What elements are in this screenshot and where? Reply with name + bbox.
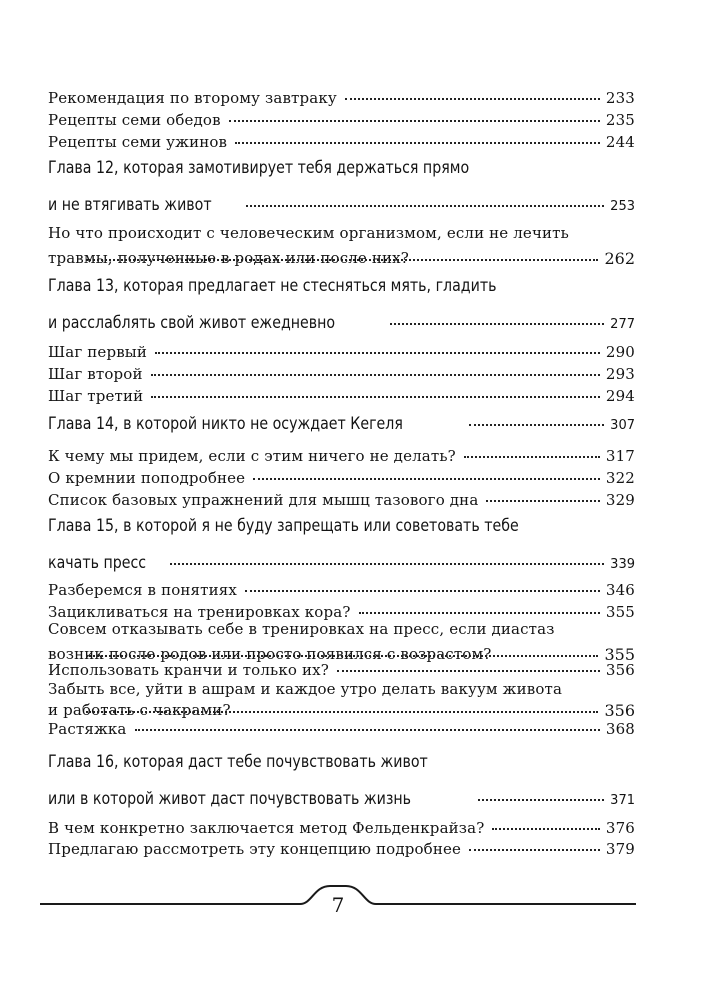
- toc-entry: [48, 443, 635, 465]
- chapter-page: 339: [610, 557, 635, 572]
- chapter-page: 277: [610, 317, 635, 332]
- toc-entry: [48, 815, 635, 837]
- toc-entry-title: Разберемся в понятиях: [48, 581, 237, 599]
- toc-entry-page: 235: [605, 111, 635, 129]
- dot-leader: [229, 120, 600, 122]
- toc-entry-page: 290: [605, 343, 635, 361]
- toc-entry-title-line: возник после родов или просто появился с возрастом?: [48, 645, 492, 663]
- chapter-page: 371: [610, 793, 635, 808]
- toc-entry: [48, 465, 635, 487]
- chapter-heading: [48, 752, 635, 808]
- chapter-title-line: или в которой живот даст почувствовать жизнь: [48, 789, 412, 808]
- toc-entry-page: 355: [604, 645, 635, 664]
- toc-entry: [48, 680, 635, 720]
- chapter-title: Глава 14, в которой никто не осуждает Кегеля: [48, 414, 403, 433]
- toc-entry-title-line: Забыть все, уйти в ашрам и каждое утро делать вакуум живота: [48, 680, 563, 698]
- dot-leader: [135, 729, 600, 731]
- toc-entry-title: Рецепты семи обедов: [48, 111, 221, 129]
- dot-leader: [151, 396, 600, 398]
- dot-leader: [155, 352, 600, 354]
- chapter-heading: [48, 158, 635, 214]
- toc-entry-title-line: Совсем отказывать себе в тренировках на пресс, если диастаз: [48, 620, 555, 638]
- toc-entry-title-line: травмы, полученные в родах или после них?: [48, 249, 409, 267]
- toc-entry-title: К чему мы придем, если с этим ничего не делать?: [48, 447, 456, 465]
- chapter-title-line: и расслаблять свой живот ежедневно: [48, 313, 336, 332]
- toc-entry-page: 355: [605, 603, 635, 621]
- dot-leader: [492, 828, 599, 830]
- toc-entry-title: Шаг второй: [48, 365, 143, 383]
- toc-entry-page: 379: [605, 840, 635, 858]
- toc-entry-title-line: и работать с чакрами?: [48, 701, 231, 719]
- chapter-title-line: Глава 15, в которой я не буду запрещать или советовать тебе: [48, 516, 519, 535]
- dot-leader: [246, 205, 604, 207]
- toc-entry-page: 262: [604, 249, 635, 268]
- toc-entry-page: 356: [604, 701, 635, 720]
- toc-entry: [48, 657, 635, 679]
- toc-entry-page: 356: [605, 661, 635, 679]
- dot-leader: [359, 612, 600, 614]
- toc-entry-page: 346: [605, 581, 635, 599]
- toc-entry-page: 376: [605, 819, 635, 837]
- toc-entry-title: Растяжка: [48, 720, 127, 738]
- toc-entry-title: Зацикливаться на тренировках кора?: [48, 603, 351, 621]
- dot-leader: [253, 478, 600, 480]
- toc-entry-title-line: Но что происходит с человеческим организмом, если не лечить: [48, 224, 569, 242]
- toc-entry-page: 294: [605, 387, 635, 405]
- toc-entry-title: Рекомендация по второму завтраку: [48, 89, 337, 107]
- toc-entry: [48, 577, 635, 599]
- toc-entry-title: Шаг третий: [48, 387, 144, 405]
- toc-entry-page: 329: [605, 491, 635, 509]
- toc-entry-page: 244: [605, 133, 635, 151]
- page-number: 7: [331, 893, 345, 917]
- toc-entry: [48, 383, 635, 405]
- toc-entry: [48, 107, 635, 129]
- toc-entry-title: В чем конкретно заключается метод Фельденкрайза?: [48, 819, 485, 837]
- dot-leader: [345, 98, 600, 100]
- toc-entry: [48, 224, 635, 268]
- dot-leader: [86, 711, 598, 713]
- dot-leader: [170, 563, 604, 565]
- toc-entry: [48, 129, 635, 151]
- chapter-title-line: и не втягивать живот: [48, 195, 212, 214]
- dot-leader: [469, 849, 600, 851]
- dot-leader: [464, 456, 600, 458]
- toc-entry: [48, 339, 635, 361]
- dot-leader: [151, 374, 600, 376]
- toc-entry-title: Использовать кранчи и только их?: [48, 661, 329, 679]
- dot-leader: [390, 323, 604, 325]
- chapter-heading: [48, 403, 635, 433]
- page-footer: [0, 860, 712, 940]
- dot-leader: [486, 500, 599, 502]
- toc-entry-page: 233: [605, 89, 635, 107]
- toc-entry-page: 317: [605, 447, 635, 465]
- chapter-title-line: Глава 16, которая даст тебе почувствовать живот: [48, 752, 428, 771]
- toc-entry-page: 368: [605, 720, 635, 738]
- chapter-heading: [48, 516, 635, 572]
- toc-entry: [48, 716, 635, 738]
- chapter-title-line: Глава 13, которая предлагает не стесняться мять, гладить: [48, 276, 497, 295]
- dot-leader: [86, 259, 598, 261]
- chapter-title-line: качать пресс: [48, 553, 147, 572]
- toc-entry-title: О кремнии поподробнее: [48, 469, 246, 487]
- toc-entry-page: 322: [605, 469, 635, 487]
- toc-entry-title: Шаг первый: [48, 343, 148, 361]
- dot-leader: [478, 799, 604, 801]
- toc-entry: [48, 599, 635, 621]
- toc-entry: [48, 361, 635, 383]
- chapter-heading: [48, 276, 635, 332]
- toc-entry-title: Список базовых упражнений для мышц тазового дна: [48, 491, 479, 509]
- toc-entry: [48, 836, 635, 858]
- toc-entry-page: 293: [605, 365, 635, 383]
- dot-leader: [469, 424, 605, 426]
- dot-leader: [245, 590, 600, 592]
- chapter-title-line: Глава 12, которая замотивирует тебя держаться прямо: [48, 158, 470, 177]
- toc-entry-title: Рецепты семи ужинов: [48, 133, 228, 151]
- dot-leader: [235, 142, 600, 144]
- chapter-page: 253: [610, 199, 635, 214]
- dot-leader: [337, 670, 600, 672]
- toc-entry-title: Предлагаю рассмотреть эту концепцию подробнее: [48, 840, 462, 858]
- toc-entry: [48, 85, 635, 107]
- toc-entry: [48, 487, 635, 509]
- chapter-page: 307: [610, 418, 635, 433]
